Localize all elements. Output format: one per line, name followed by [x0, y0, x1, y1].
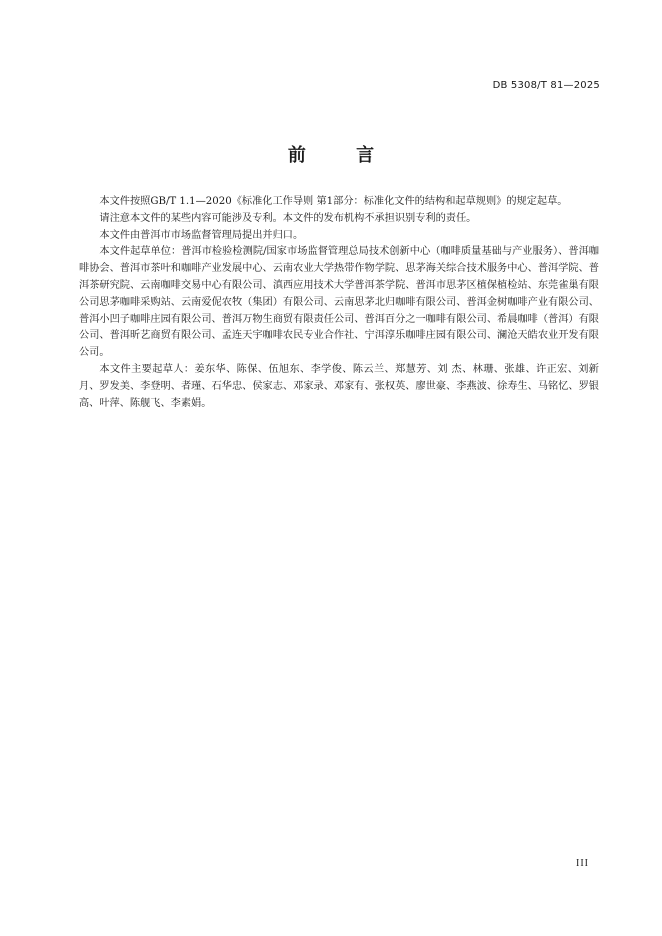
- paragraph-drafting-rules: 本文件按照GB/T 1.1—2020《标准化工作导则 第1部分：标准化文件的结构和起草规则》的规定起草。: [99, 196, 568, 207]
- page-title: 前 言: [287, 145, 397, 166]
- page-number: III: [576, 858, 589, 869]
- paragraph-proposer: 本文件由普洱市市场监督管理局提出并归口。: [99, 229, 304, 241]
- paragraph-patent-notice: 请注意本文件的某些内容可能涉及专利。本文件的发布机构不承担识别专利的责任。: [99, 212, 477, 224]
- paragraph-drafters: 本文件主要起草人：姜东华、陈保、伍旭东、李学俊、陈云兰、郑慧芳、刘 杰、林珊、张雄、许正宏、刘新月、罗发美、李登明、者瑾、石华忠、侯家志、邓家录、邓家有、张权英、廖世豪、李燕波、徐寿生、马铭忆、罗银高、叶萍、陈舰飞、李素娟。: [79, 363, 599, 409]
- document-code: DB 5308/T 81—2025: [492, 80, 600, 91]
- document-body: [79, 194, 599, 412]
- paragraph-drafting-units: 本文件起草单位：普洱市检验检测院/国家市场监督管理总局技术创新中心（咖啡质量基础与产业服务）、普洱咖啡协会、普洱市茶叶和咖啡产业发展中心、云南农业大学热带作物学院、思茅海关综合技术服务中心、普洱学院、普洱茶研究院、云南咖啡交易中心有限公司、滇西应用技术大学普洱茶学院、普洱市思茅区植保植检站、东莞雀巢有限公司思茅咖啡采购站、云南爱伲农牧（集团）有限公司、云南思茅北归咖啡有限公司、普洱金树咖啡产业有限公司、普洱小凹子咖啡庄园有限公司、普洱万物生商贸有限责任公司、普洱百分之一咖啡有限公司、希晨咖啡（普洱）有限公司、普洱昕艺商贸有限公司、孟连天宇咖啡农民专业合作社、宁洱淳乐咖啡庄园有限公司、澜沧天皓农业开发有限公司。: [79, 246, 599, 359]
